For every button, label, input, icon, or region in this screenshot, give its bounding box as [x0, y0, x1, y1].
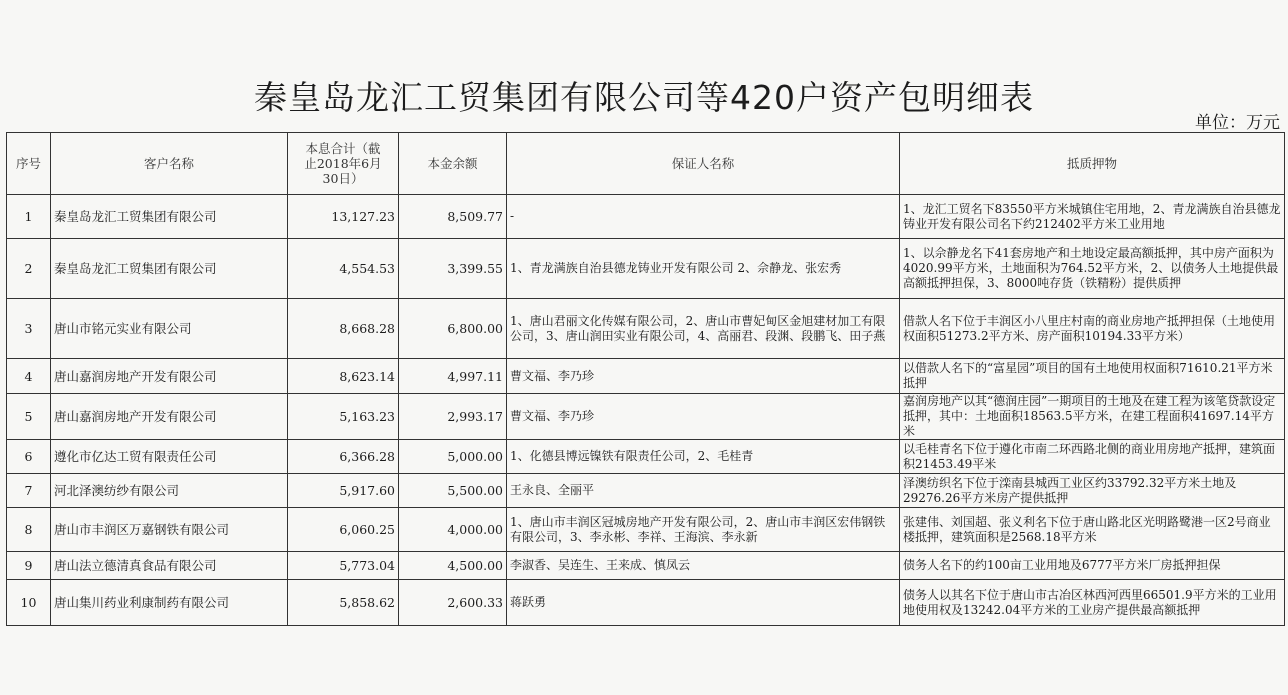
cell-customer-name: 唐山市铭元实业有限公司 [51, 299, 288, 359]
cell-guarantor: 王永良、全丽平 [507, 474, 900, 508]
table-row [7, 580, 1285, 626]
cell-customer-name: 遵化市亿达工贸有限责任公司 [51, 440, 288, 474]
table-row [7, 440, 1285, 474]
cell-principal: 8,509.77 [399, 195, 507, 239]
cell-customer-name: 秦皇岛龙汇工贸集团有限公司 [51, 239, 288, 299]
cell-no: 10 [7, 580, 51, 626]
cell-principal: 4,997.11 [399, 359, 507, 394]
cell-principal: 5,000.00 [399, 440, 507, 474]
cell-customer-name: 河北泽澳纺纱有限公司 [51, 474, 288, 508]
cell-no: 7 [7, 474, 51, 508]
table-row [7, 299, 1285, 359]
cell-no: 9 [7, 552, 51, 580]
cell-total: 5,773.04 [288, 552, 399, 580]
cell-no: 4 [7, 359, 51, 394]
table-row [7, 359, 1285, 394]
cell-principal: 4,000.00 [399, 508, 507, 552]
cell-no: 2 [7, 239, 51, 299]
cell-no: 3 [7, 299, 51, 359]
table-row [7, 394, 1285, 440]
table-row [7, 508, 1285, 552]
cell-collateral: 以借款人名下的“富星园”项目的国有土地使用权面积71610.21平方米抵押 [900, 359, 1285, 394]
cell-collateral: 债务人名下的约100亩工业用地及6777平方米厂房抵押担保 [900, 552, 1285, 580]
unit-label: 单位：万元 [1195, 113, 1280, 133]
cell-no: 8 [7, 508, 51, 552]
cell-guarantor: 蒋跃勇 [507, 580, 900, 626]
column-header-principal: 本金余额 [399, 133, 507, 195]
cell-total: 6,060.25 [288, 508, 399, 552]
cell-collateral: 1、以佘静龙名下41套房地产和土地设定最高额抵押，其中房产面积为4020.99平方米，土地面积为764.52平方米，2、以债务人土地提供最高额抵押担保，3、8000吨存货（铁精粉）提供质押 [900, 239, 1285, 299]
cell-collateral: 借款人名下位于丰润区小八里庄村南的商业房地产抵押担保（土地使用权面积51273.2平方米、房产面积10194.33平方米） [900, 299, 1285, 359]
cell-collateral: 以毛桂青名下位于遵化市南二环西路北侧的商业用房地产抵押，建筑面积21453.49平米 [900, 440, 1285, 474]
asset-table [6, 132, 1285, 626]
cell-guarantor: 曹文福、李乃珍 [507, 359, 900, 394]
cell-total: 4,554.53 [288, 239, 399, 299]
page-title: 秦皇岛龙汇工贸集团有限公司等420户资产包明细表 [254, 78, 1034, 117]
cell-customer-name: 唐山嘉润房地产开发有限公司 [51, 359, 288, 394]
table-header-row [7, 133, 1285, 195]
cell-no: 5 [7, 394, 51, 440]
cell-customer-name: 秦皇岛龙汇工贸集团有限公司 [51, 195, 288, 239]
cell-guarantor: 李淑香、吴连生、王来成、慎凤云 [507, 552, 900, 580]
column-header-no: 序号 [7, 133, 51, 195]
cell-collateral: 泽澳纺织名下位于滦南县城西工业区约33792.32平方米土地及29276.26平方米房产提供抵押 [900, 474, 1285, 508]
cell-guarantor: - [507, 195, 900, 239]
table-row [7, 552, 1285, 580]
cell-collateral: 张建伟、刘国超、张义利名下位于唐山路北区光明路鹭港一区2号商业楼抵押，建筑面积是2568.18平方米 [900, 508, 1285, 552]
cell-principal: 4,500.00 [399, 552, 507, 580]
cell-total: 8,668.28 [288, 299, 399, 359]
column-header-collateral: 抵质押物 [900, 133, 1285, 195]
cell-guarantor: 1、化德县博远镍铁有限责任公司，2、毛桂青 [507, 440, 900, 474]
table-row [7, 195, 1285, 239]
cell-total: 6,366.28 [288, 440, 399, 474]
cell-total: 5,163.23 [288, 394, 399, 440]
cell-guarantor: 1、青龙满族自治县德龙铸业开发有限公司 2、佘静龙、张宏秀 [507, 239, 900, 299]
cell-principal: 2,600.33 [399, 580, 507, 626]
cell-collateral: 1、龙汇工贸名下83550平方米城镇住宅用地，2、青龙满族自治县德龙铸业开发有限公司名下约212402平方米工业用地 [900, 195, 1285, 239]
cell-total: 13,127.23 [288, 195, 399, 239]
cell-collateral: 嘉润房地产以其“德润庄园”一期项目的土地及在建工程为该笔贷款设定抵押，其中：土地面积18563.5平方米，在建工程面积41697.14平方米 [900, 394, 1285, 440]
cell-customer-name: 唐山集川药业利康制药有限公司 [51, 580, 288, 626]
cell-no: 1 [7, 195, 51, 239]
cell-total: 8,623.14 [288, 359, 399, 394]
cell-customer-name: 唐山嘉润房地产开发有限公司 [51, 394, 288, 440]
column-header-guarantor: 保证人名称 [507, 133, 900, 195]
cell-principal: 3,399.55 [399, 239, 507, 299]
cell-no: 6 [7, 440, 51, 474]
cell-principal: 5,500.00 [399, 474, 507, 508]
table-row [7, 239, 1285, 299]
cell-total: 5,917.60 [288, 474, 399, 508]
cell-total: 5,858.62 [288, 580, 399, 626]
cell-guarantor: 1、唐山君丽文化传媒有限公司，2、唐山市曹妃甸区金旭建材加工有限公司，3、唐山润田实业有限公司，4、高丽君、段渊、段鹏飞、田子燕 [507, 299, 900, 359]
table-row [7, 474, 1285, 508]
column-header-customer-name: 客户名称 [51, 133, 288, 195]
cell-principal: 2,993.17 [399, 394, 507, 440]
cell-principal: 6,800.00 [399, 299, 507, 359]
cell-customer-name: 唐山市丰润区万嘉钢铁有限公司 [51, 508, 288, 552]
cell-collateral: 债务人以其名下位于唐山市古冶区林西河西里66501.9平方米的工业用地使用权及13242.04平方米的工业房产提供最高额抵押 [900, 580, 1285, 626]
cell-guarantor: 1、唐山市丰润区冠城房地产开发有限公司，2、唐山市丰润区宏伟钢铁有限公司，3、李永彬、李祥、王海滨、李永新 [507, 508, 900, 552]
cell-guarantor: 曹文福、李乃珍 [507, 394, 900, 440]
cell-customer-name: 唐山法立德清真食品有限公司 [51, 552, 288, 580]
column-header-total: 本息合计（截止2018年6月30日） [288, 133, 399, 195]
